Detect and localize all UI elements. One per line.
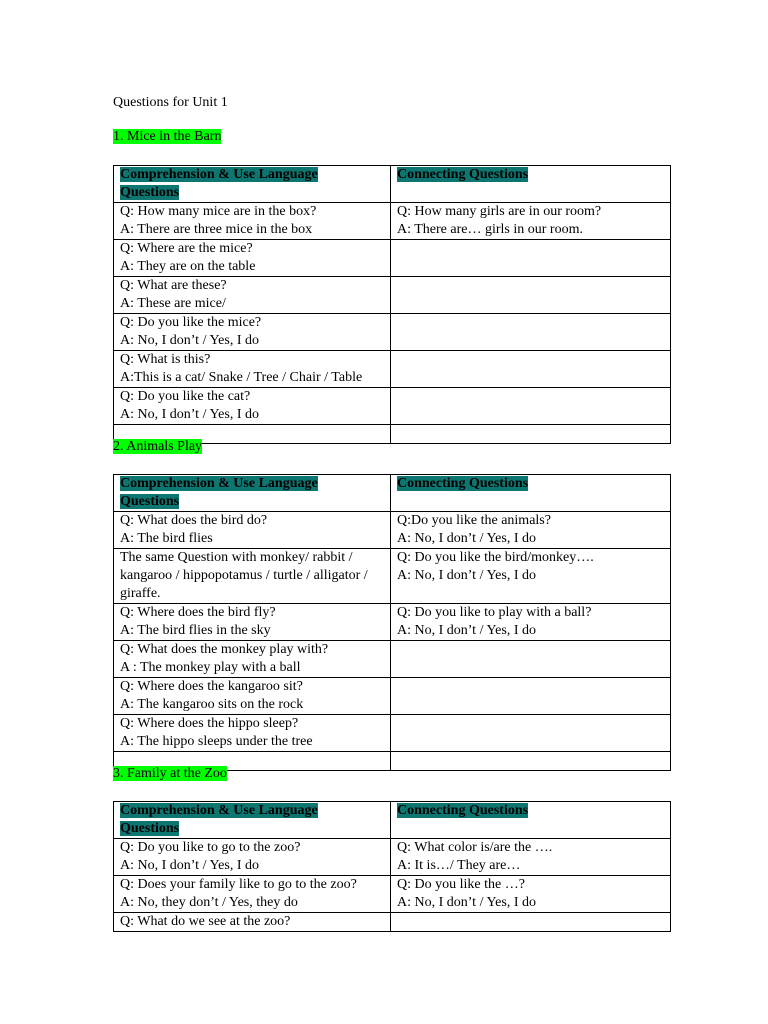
table-row xyxy=(114,277,671,314)
right-cell: Q:Do you like the animals? A: No, I don’t / Yes, I do xyxy=(391,512,671,549)
section-heading-highlight: 1. Mice in the Barn xyxy=(113,129,222,144)
table-header-row xyxy=(114,475,671,512)
table-row xyxy=(114,388,671,425)
table-row xyxy=(114,512,671,549)
section-heading-highlight: 3. Family at the Zoo xyxy=(113,766,227,781)
header-cell-left: Comprehension & Use Language Questions xyxy=(114,475,391,512)
section-heading-highlight: 2. Animals Play xyxy=(113,439,203,454)
right-cell xyxy=(391,277,671,314)
header-cell-right: Connecting Questions xyxy=(391,802,671,839)
right-cell: Q: Do you like the bird/monkey…. A: No, I don’t / Yes, I do xyxy=(391,549,671,604)
header-cell-left: Comprehension & Use Language Questions xyxy=(114,166,391,203)
left-cell: Q: What are these? A: These are mice/ xyxy=(114,277,391,314)
right-cell xyxy=(391,351,671,388)
table-row xyxy=(114,876,671,913)
left-cell: Q: Does your family like to go to the zoo? A: No, they don’t / Yes, they do xyxy=(114,876,391,913)
table-row xyxy=(114,351,671,388)
table-row xyxy=(114,203,671,240)
left-cell: Q: What is this? A:This is a cat/ Snake / Tree / Chair / Table xyxy=(114,351,391,388)
left-cell: Q: What do we see at the zoo? xyxy=(114,913,391,932)
questions-table-3 xyxy=(113,801,671,932)
left-cell: Q: Where does the hippo sleep? A: The hippo sleeps under the tree xyxy=(114,715,391,752)
header-cell-left: Comprehension & Use Language Questions xyxy=(114,802,391,839)
left-cell: Q: Where does the kangaroo sit? A: The kangaroo sits on the rock xyxy=(114,678,391,715)
table-row xyxy=(114,913,671,932)
left-cell: Q: How many mice are in the box? A: There are three mice in the box xyxy=(114,203,391,240)
right-cell xyxy=(391,678,671,715)
right-cell: Q: How many girls are in our room? A: There are… girls in our room. xyxy=(391,203,671,240)
left-cell: Q: What does the monkey play with? A : The monkey play with a ball xyxy=(114,641,391,678)
table-row xyxy=(114,604,671,641)
header-cell-right: Connecting Questions xyxy=(391,475,671,512)
table-header-row xyxy=(114,802,671,839)
left-cell: Q: Do you like to go to the zoo? A: No, I don’t / Yes, I do xyxy=(114,839,391,876)
left-cell: Q: Where does the bird fly? A: The bird flies in the sky xyxy=(114,604,391,641)
header-cell-right: Connecting Questions xyxy=(391,166,671,203)
left-cell: Q: Where are the mice? A: They are on the table xyxy=(114,240,391,277)
right-cell: Q: Do you like the …? A: No, I don’t / Yes, I do xyxy=(391,876,671,913)
table-row xyxy=(114,641,671,678)
document-title: Questions for Unit 1 xyxy=(113,95,228,110)
right-cell xyxy=(391,425,671,444)
right-cell xyxy=(391,388,671,425)
section-heading-1 xyxy=(113,128,221,146)
left-cell: Q: Do you like the cat? A: No, I don’t / Yes, I do xyxy=(114,388,391,425)
table-row xyxy=(114,549,671,604)
left-cell: Q: What does the bird do? A: The bird flies xyxy=(114,512,391,549)
left-cell: Q: Do you like the mice? A: No, I don’t / Yes, I do xyxy=(114,314,391,351)
right-cell xyxy=(391,913,671,932)
table-row xyxy=(114,314,671,351)
right-cell xyxy=(391,715,671,752)
section-heading-2 xyxy=(113,438,202,456)
right-cell xyxy=(391,752,671,771)
section-heading-3 xyxy=(113,765,227,783)
table-row xyxy=(114,678,671,715)
right-cell: Q: Do you like to play with a ball? A: No, I don’t / Yes, I do xyxy=(391,604,671,641)
questions-table-2 xyxy=(113,474,671,771)
table-row xyxy=(114,240,671,277)
right-cell xyxy=(391,641,671,678)
table-row xyxy=(114,839,671,876)
table-row xyxy=(114,715,671,752)
right-cell: Q: What color is/are the …. A: It is…/ They are… xyxy=(391,839,671,876)
right-cell xyxy=(391,240,671,277)
left-cell: The same Question with monkey/ rabbit / kangaroo / hippopotamus / turtle / alligator / giraffe. xyxy=(114,549,391,604)
questions-table-1 xyxy=(113,165,671,444)
table-header-row xyxy=(114,166,671,203)
right-cell xyxy=(391,314,671,351)
